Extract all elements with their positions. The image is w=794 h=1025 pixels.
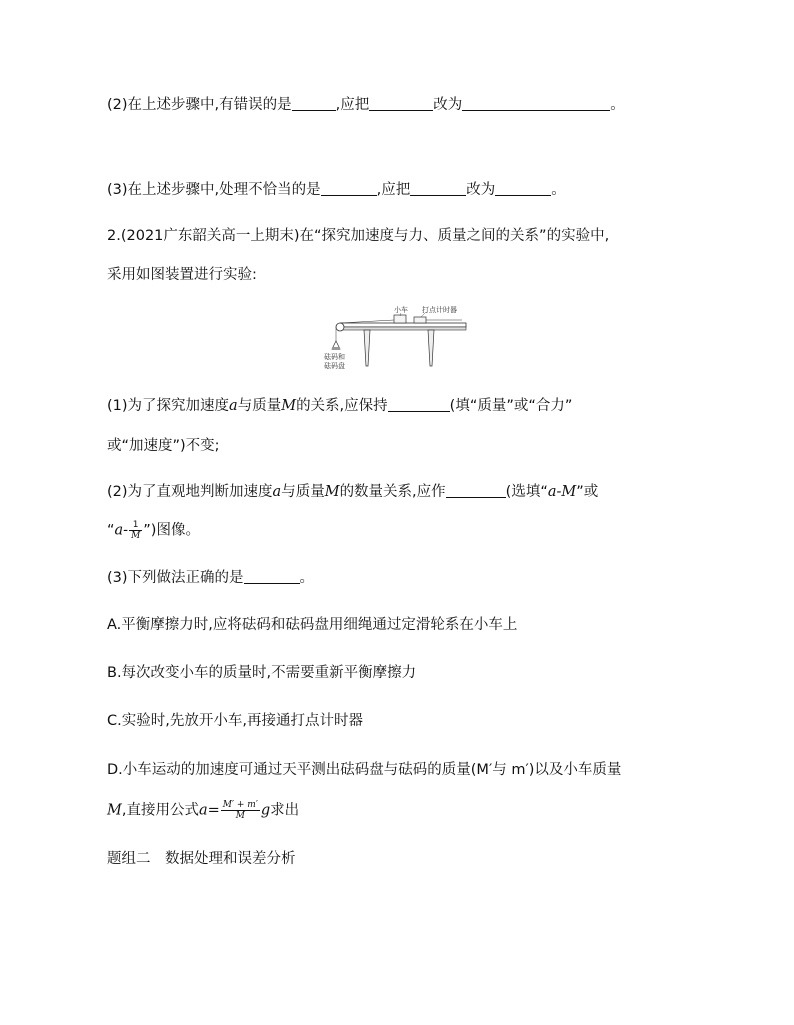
cart-icon <box>394 315 406 323</box>
problem-2-intro-line1: 2.(2021广东韶关高一上期末)在“探究加速度与力、质量之间的关系”的实验中, <box>107 228 610 244</box>
var-g: g <box>260 802 271 819</box>
sub2-text-c: 的数量关系,应作 <box>339 484 446 500</box>
sub-question-2-line2 <box>107 520 200 541</box>
string-horizontal <box>340 320 394 323</box>
sub3-text-a: (3)下列做法正确的是 <box>107 570 244 586</box>
frac-numerator: M′ + m′ <box>222 800 258 810</box>
sub2-text-b: 与质量 <box>281 484 325 500</box>
timer-label: 打点计时器 <box>422 306 457 314</box>
q3-text-end: 。 <box>551 182 566 198</box>
frac-denominator: M <box>131 531 141 541</box>
frac-numerator: 1 <box>129 520 142 531</box>
answer-blank[interactable] <box>369 96 433 111</box>
sub1-text-c: 的关系,应保持 <box>296 398 388 414</box>
formula-a-equals: a= <box>198 802 220 819</box>
table-leg-right <box>428 330 434 366</box>
question-3-line <box>107 180 566 200</box>
option-D-line1: D.小车运动的加速度可通过天平测出砝码盘与砝码的质量(M′与 m′)以及小车质量 <box>107 762 622 778</box>
sub2-text-e: ”或 <box>576 484 599 500</box>
q2-text-end: 。 <box>610 97 625 113</box>
sub-question-1-line1 <box>107 396 572 416</box>
var-a: a <box>229 398 238 414</box>
option-D-text-b: ,直接用公式 <box>121 802 199 819</box>
experiment-apparatus-diagram <box>322 300 474 378</box>
answer-blank[interactable] <box>495 181 551 196</box>
weight-label-1: 砝码和 <box>324 353 345 361</box>
q3-text-a: (3)在上述步骤中,处理不恰当的是 <box>107 182 321 198</box>
question-2-line <box>107 95 625 115</box>
answer-blank[interactable] <box>410 181 466 196</box>
table-leg-left <box>364 330 370 366</box>
sub1-text-d: (填“质量”或“合力” <box>449 398 573 414</box>
var-M: M <box>324 484 340 500</box>
sub1-text-b: 与质量 <box>237 398 282 414</box>
option-C: C.实验时,先放开小车,再接通打点计时器 <box>107 713 363 729</box>
sub2-text-a: (2)为了直观地判断加速度 <box>107 484 273 500</box>
sub2-text-d: (选填“ <box>505 484 548 500</box>
option-B: B.每次改变小车的质量时,不需要重新平衡摩擦力 <box>107 665 417 681</box>
sub3-text-end: 。 <box>299 570 315 586</box>
pulley-icon <box>336 323 344 331</box>
problem-2-intro-line2: 采用如图装置进行实验: <box>107 267 257 283</box>
sub-question-3-line <box>107 568 314 588</box>
q2-text-a: (2)在上述步骤中,有错误的是 <box>107 97 292 113</box>
answer-blank[interactable] <box>292 96 336 111</box>
var-M: M <box>107 802 122 819</box>
section-title: 题组二 数据处理和误差分析 <box>107 851 296 867</box>
sub-question-1-line2: 或“加速度”)不变; <box>107 438 220 454</box>
answer-blank[interactable] <box>446 483 506 498</box>
answer-blank[interactable] <box>462 96 610 111</box>
answer-blank[interactable] <box>321 181 377 196</box>
cart-label: 小车 <box>394 306 408 314</box>
formula-fraction <box>221 800 260 821</box>
frac-denominator: M <box>235 811 245 821</box>
option-a-1-over-M: a- <box>114 522 129 539</box>
table-top <box>340 327 466 330</box>
var-M: M <box>281 398 297 414</box>
var-a: a <box>272 484 282 500</box>
option-D-text-c: 求出 <box>270 802 300 819</box>
weight-label-2: 砝码盘 <box>324 362 345 370</box>
fraction-1-over-M <box>129 520 142 541</box>
q2-text-c: 改为 <box>433 97 463 113</box>
sub-question-2-line1 <box>107 482 598 502</box>
track-board <box>340 323 466 327</box>
q3-text-c: 改为 <box>466 182 496 198</box>
option-D-line2 <box>107 800 299 821</box>
q2-text-b: ,应把 <box>335 97 370 113</box>
option-a-M: a-M <box>547 484 577 500</box>
weight-pan-icon <box>332 347 340 350</box>
timer-icon <box>414 317 426 323</box>
answer-blank[interactable] <box>244 569 300 584</box>
q3-text-b: ,应把 <box>376 182 411 198</box>
sub2-close: ”)图像。 <box>143 522 200 539</box>
option-A: A.平衡摩擦力时,应将砝码和砝码盘用细绳通过定滑轮系在小车上 <box>107 617 518 633</box>
sub1-text-a: (1)为了探究加速度 <box>107 398 230 414</box>
answer-blank[interactable] <box>388 397 450 412</box>
sub2-open-quote: “ <box>107 522 115 539</box>
